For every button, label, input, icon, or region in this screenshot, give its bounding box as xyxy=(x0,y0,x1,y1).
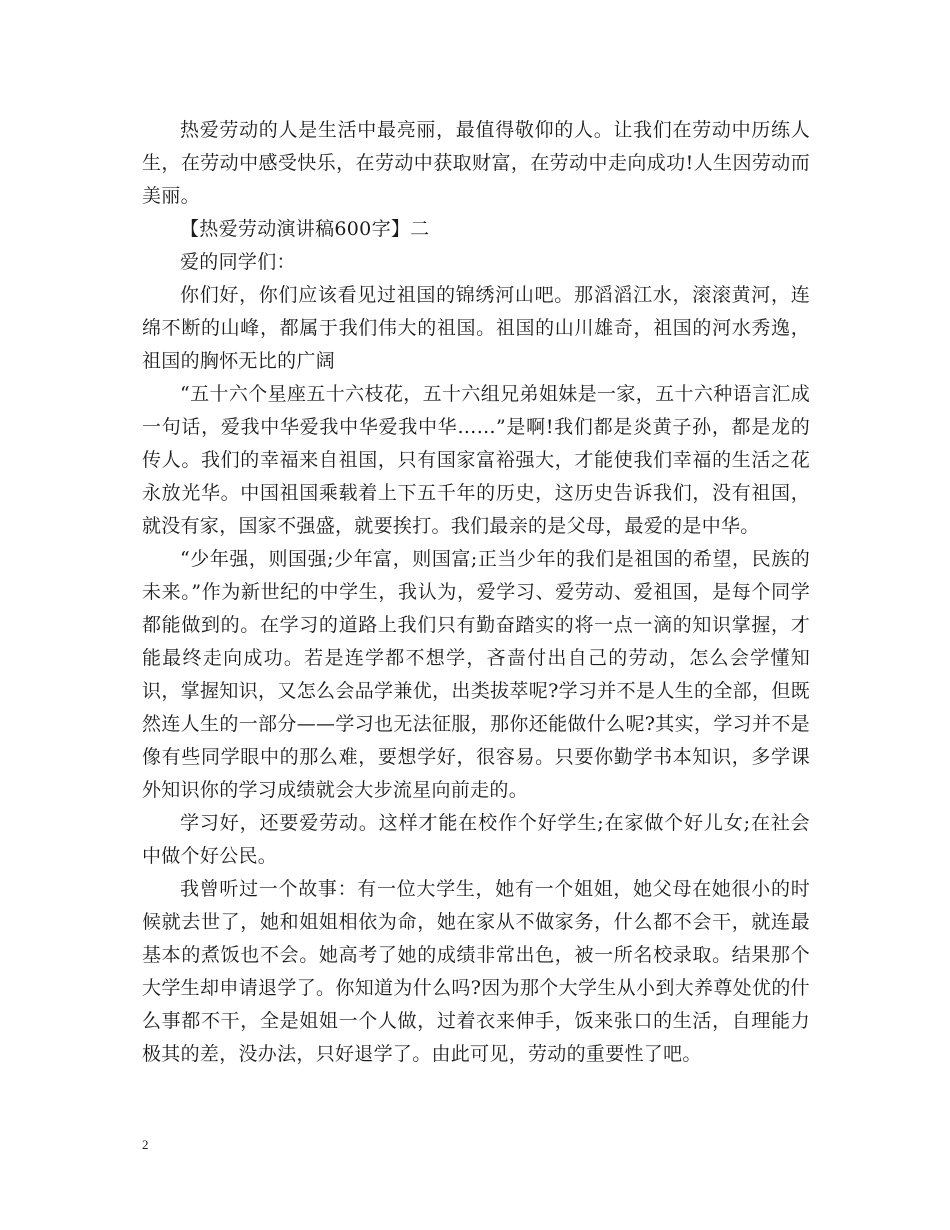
section-heading: 【热爱劳动演讲稿600字】二 xyxy=(180,218,430,240)
salutation: 爱的同学们： xyxy=(180,251,296,273)
paragraph-fifty-six: “五十六个星座五十六枝花，五十六组兄弟姐妹是一家，五十六种语言汇成一句话，爱我中华爱我中华爱我中华……”是啊!我们都是炎黄子孙，都是龙的传人。我们的幸福来自祖国，只有国家富裕强大，才能使我们幸福的生活之花永放光华。中国祖国乘载着上下五千年的历史，这历史告诉我们，没有祖国，就没有家，国家不强盛，就要挨打。我们最亲的是父母，最爱的是中华。 xyxy=(142,383,810,537)
document-body xyxy=(142,114,810,1071)
paragraph-study-labor: 学习好，还要爱劳动。这样才能在校作个好学生;在家做个好儿女;在社会中做个好公民。 xyxy=(142,812,810,867)
paragraph-closing: 热爱劳动的人是生活中最亮丽，最值得敬仰的人。让我们在劳动中历练人生，在劳动中感受快乐，在劳动中获取财富，在劳动中走向成功!人生因劳动而美丽。 xyxy=(142,119,810,207)
paragraph-youth: “少年强，则国强;少年富，则国富;正当少年的我们是祖国的希望，民族的未来。”作为新世纪的中学生，我认为，爱学习、爱劳动、爱祖国，是每个同学都能做到的。在学习的道路上我们只有勤奋踏实的将一点一滴的知识掌握，才能最终走向成功。若是连学都不想学，吝啬付出自己的劳动，怎么会学懂知识，掌握知识，又怎么会品学兼优，出类拔萃呢?学习并不是人生的全部，但既然连人生的一部分——学习也无法征服，那你还能做什么呢?其实，学习并不是像有些同学眼中的那么难，要想学好，很容易。只要你勤学书本知识，多学课外知识你的学习成绩就会大步流星向前走的。 xyxy=(142,548,810,801)
paragraph-story: 我曾听过一个故事：有一位大学生，她有一个姐姐，她父母在她很小的时候就去世了，她和姐姐相依为命，她在家从不做家务，什么都不会干，就连最基本的煮饭也不会。她高考了她的成绩非常出色，被一所名校录取。结果那个大学生却申请退学了。你知道为什么吗?因为那个大学生从小到大养尊处优的什么事都不干，全是姐姐一个人做，过着衣来伸手，饭来张口的生活，自理能力极其的差，没办法，只好退学了。由此可见，劳动的重要性了吧。 xyxy=(142,878,810,1065)
page-number: 2 xyxy=(142,1137,149,1152)
paragraph-motherland: 你们好，你们应该看见过祖国的锦绣河山吧。那滔滔江水，滚滚黄河，连绵不断的山峰，都属于我们伟大的祖国。祖国的山川雄奇，祖国的河水秀逸，祖国的胸怀无比的广阔 xyxy=(142,284,810,372)
